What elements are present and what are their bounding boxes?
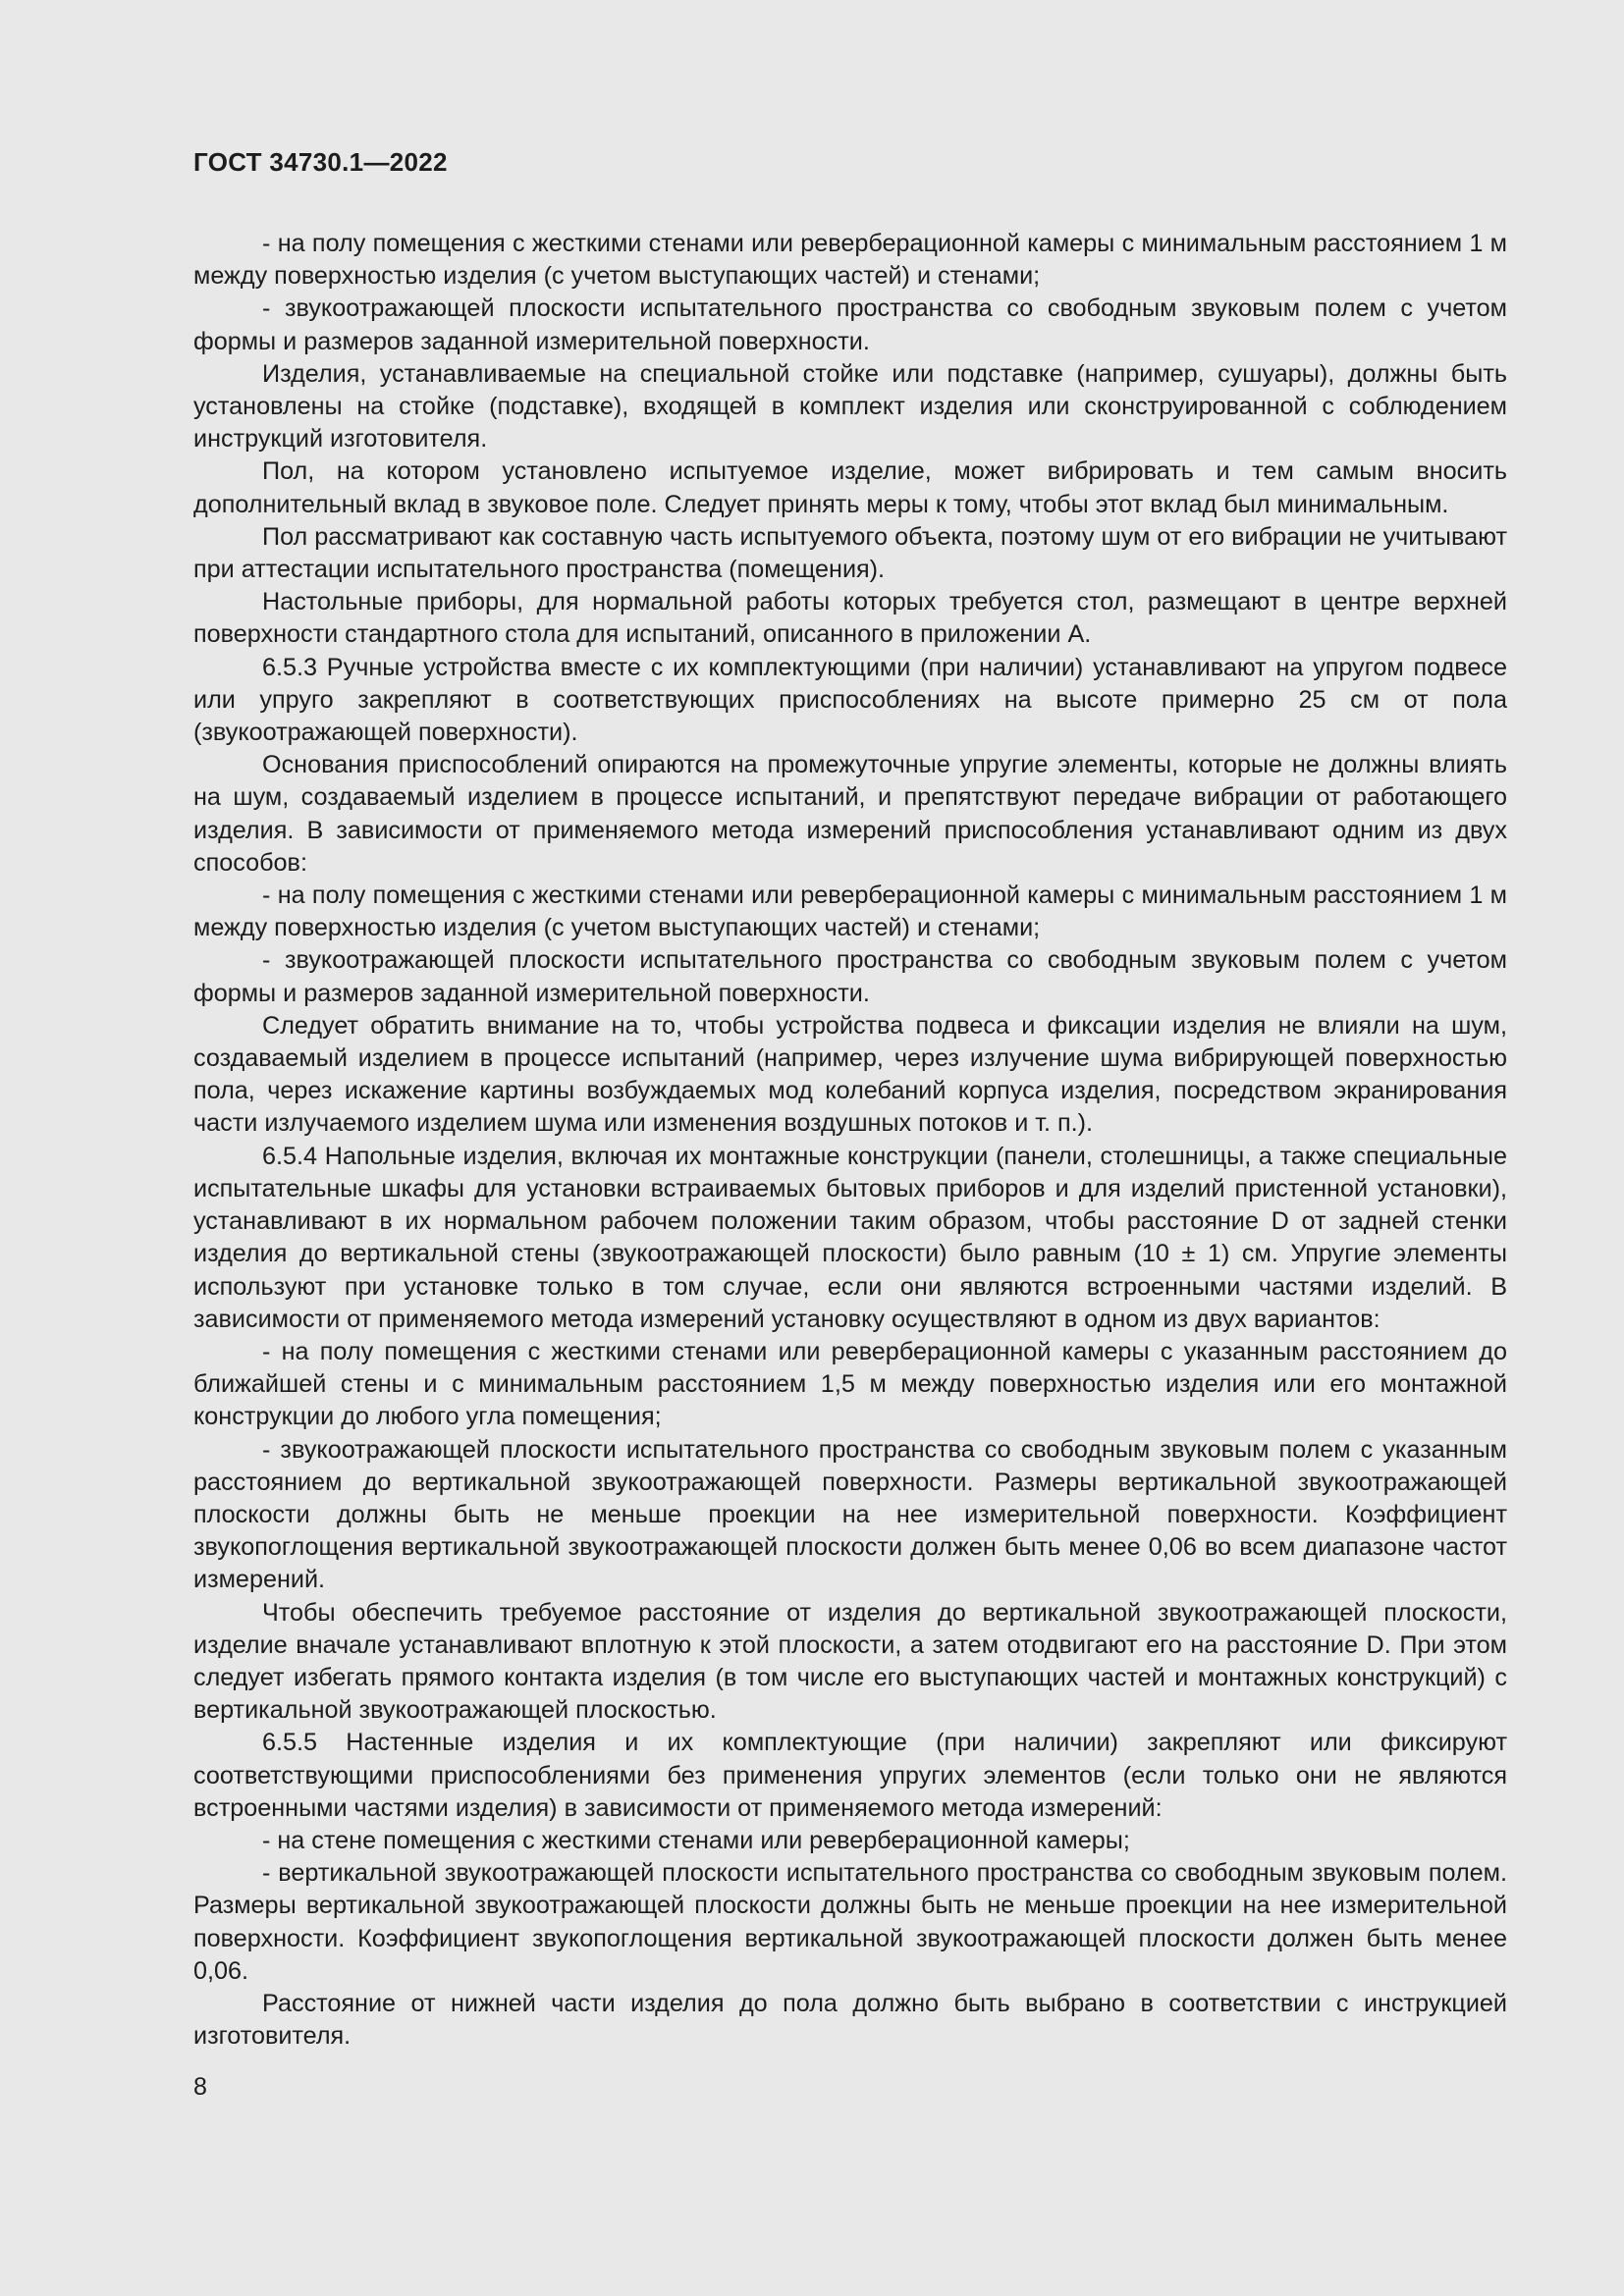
paragraph: - на полу помещения с жесткими стенами или реверберационной камеры с минимальным расстоянием 1 м между поверхностью изделия (с учетом выступающих частей) и стенами; xyxy=(193,881,1507,942)
paragraph: Пол рассматривают как составную часть испытуемого объекта, поэтому шум от его вибрации не учитывают при аттестации испытательного пространства (помещения). xyxy=(193,522,1507,584)
paragraph: Изделия, устанавливаемые на специальной стойке или подставке (например, сушуары), должны быть установлены на стойке (подставке), входящей в комплект изделия или сконструированной с соблюдением инструкций изготовителя. xyxy=(193,359,1507,454)
paragraph: Чтобы обеспечить требуемое расстояние от изделия до вертикальной звукоотражающей плоскости, изделие вначале устанавливают вплотную к этой плоскости, а затем отодвигают его на расстояние D. При этом следует избегать прямого контакта изделия (в том числе его выступающих частей и монтажных конструкций) с вертикальной звукоотражающей плоскостью. xyxy=(193,1598,1507,1725)
paragraph: - звукоотражающей плоскости испытательного пространства со свободным звуковым полем с указанным расстоянием до вертикальной звукоотражающей поверхности. Размеры вертикальной звукоотражающей плоскости должны быть не меньше проекции на нее измерительной поверхности. Коэффициент звукопоглощения вертикальной звукоотражающей плоскости должен быть менее 0,06 во всем диапазоне частот измерений. xyxy=(193,1435,1507,1594)
paragraph-6-5-5: 6.5.5 Настенные изделия и их комплектующие (при наличии) закрепляют или фиксируют соответствующими приспособлениями без применения упругих элементов (если только они не являются встроенными частями изделия) в зависимости от применяемого метода измерений: xyxy=(193,1729,1507,1822)
paragraph: - звукоотражающей плоскости испытательного пространства со свободным звуковым полем с учетом формы и размеров заданной измерительной поверхности. xyxy=(193,946,1507,1007)
paragraph: Основания приспособлений опираются на промежуточные упругие элементы, которые не должны влиять на шум, создаваемый изделием в процессе испытаний, и препятствуют передаче вибрации от работающего изделия. В зависимости от применяемого метода измерений приспособления устанавливают одним из двух способов: xyxy=(193,751,1507,877)
paragraph: - на стене помещения с жесткими стенами или реверберационной камеры; xyxy=(262,1826,1130,1854)
paragraph: - вертикальной звукоотражающей плоскости испытательного пространства со свободным звуковым полем. Размеры вертикальной звукоотражающей плоскости должны быть не меньше проекции на нее измерительной поверхности. Коэффициент звукопоглощения вертикальной звукоотражающей плоскости должен быть менее 0,06. xyxy=(193,1859,1507,1985)
paragraph: - звукоотражающей плоскости испытательного пространства со свободным звуковым полем с учетом формы и размеров заданной измерительной поверхности. xyxy=(193,294,1507,355)
paragraph-6-5-4: 6.5.4 Напольные изделия, включая их монтажные конструкции (панели, столешницы, а также специальные испытательные шкафы для установки встраиваемых бытовых приборов и для изделий пристенной установки), устанавливают в их нормальном рабочем положении таким образом, чтобы расстояние D от задней стенки изделия до вертикальной стены (звукоотражающей плоскости) было равным (10 ± 1) см. Упругие элементы используют при установке только в том случае, если они являются встроенными частями изделий. В зависимости от применяемого метода измерений установку осуществляют в одном из двух вариантов: xyxy=(193,1142,1507,1333)
paragraph: Расстояние от нижней части изделия до пола должно быть выбрано в соответствии с инструкцией изготовителя. xyxy=(193,1989,1507,2051)
standard-header: ГОСТ 34730.1—2022 xyxy=(193,147,448,177)
document-body xyxy=(193,228,1507,2053)
paragraph: - на полу помещения с жесткими стенами или реверберационной камеры с минимальным расстоянием 1 м между поверхностью изделия (с учетом выступающих частей) и стенами; xyxy=(193,230,1507,291)
paragraph: Пол, на котором установлено испытуемое изделие, может вибрировать и тем самым вносить дополнительный вклад в звуковое поле. Следует принять меры к тому, чтобы этот вклад был минимальным. xyxy=(193,457,1507,518)
paragraph-6-5-3: 6.5.3 Ручные устройства вместе с их комплектующими (при наличии) устанавливают на упругом подвесе или упруго закрепляют в соответствующих приспособлениях на высоте примерно 25 см от пола (звукоотражающей поверхности). xyxy=(193,653,1507,747)
paragraph: Настольные приборы, для нормальной работы которых требуется стол, размещают в центре верхней поверхности стандартного стола для испытаний, описанного в приложении А. xyxy=(193,588,1507,649)
paragraph: - на полу помещения с жесткими стенами или реверберационной камеры с указанным расстоянием до ближайшей стены и с минимальным расстоянием 1,5 м между поверхностью изделия или его монтажной конструкции до любого угла помещения; xyxy=(193,1337,1507,1431)
page-number: 8 xyxy=(193,2073,207,2101)
paragraph: Следует обратить внимание на то, чтобы устройства подвеса и фиксации изделия не влияли на шум, создаваемый изделием в процессе испытаний (например, через излучение шума вибрирующей поверхностью пола, через искажение картины возбуждаемых мод колебаний корпуса изделия, посредством экранирования части излучаемого изделием шума или изменения воздушных потоков и т. п.). xyxy=(193,1011,1507,1138)
